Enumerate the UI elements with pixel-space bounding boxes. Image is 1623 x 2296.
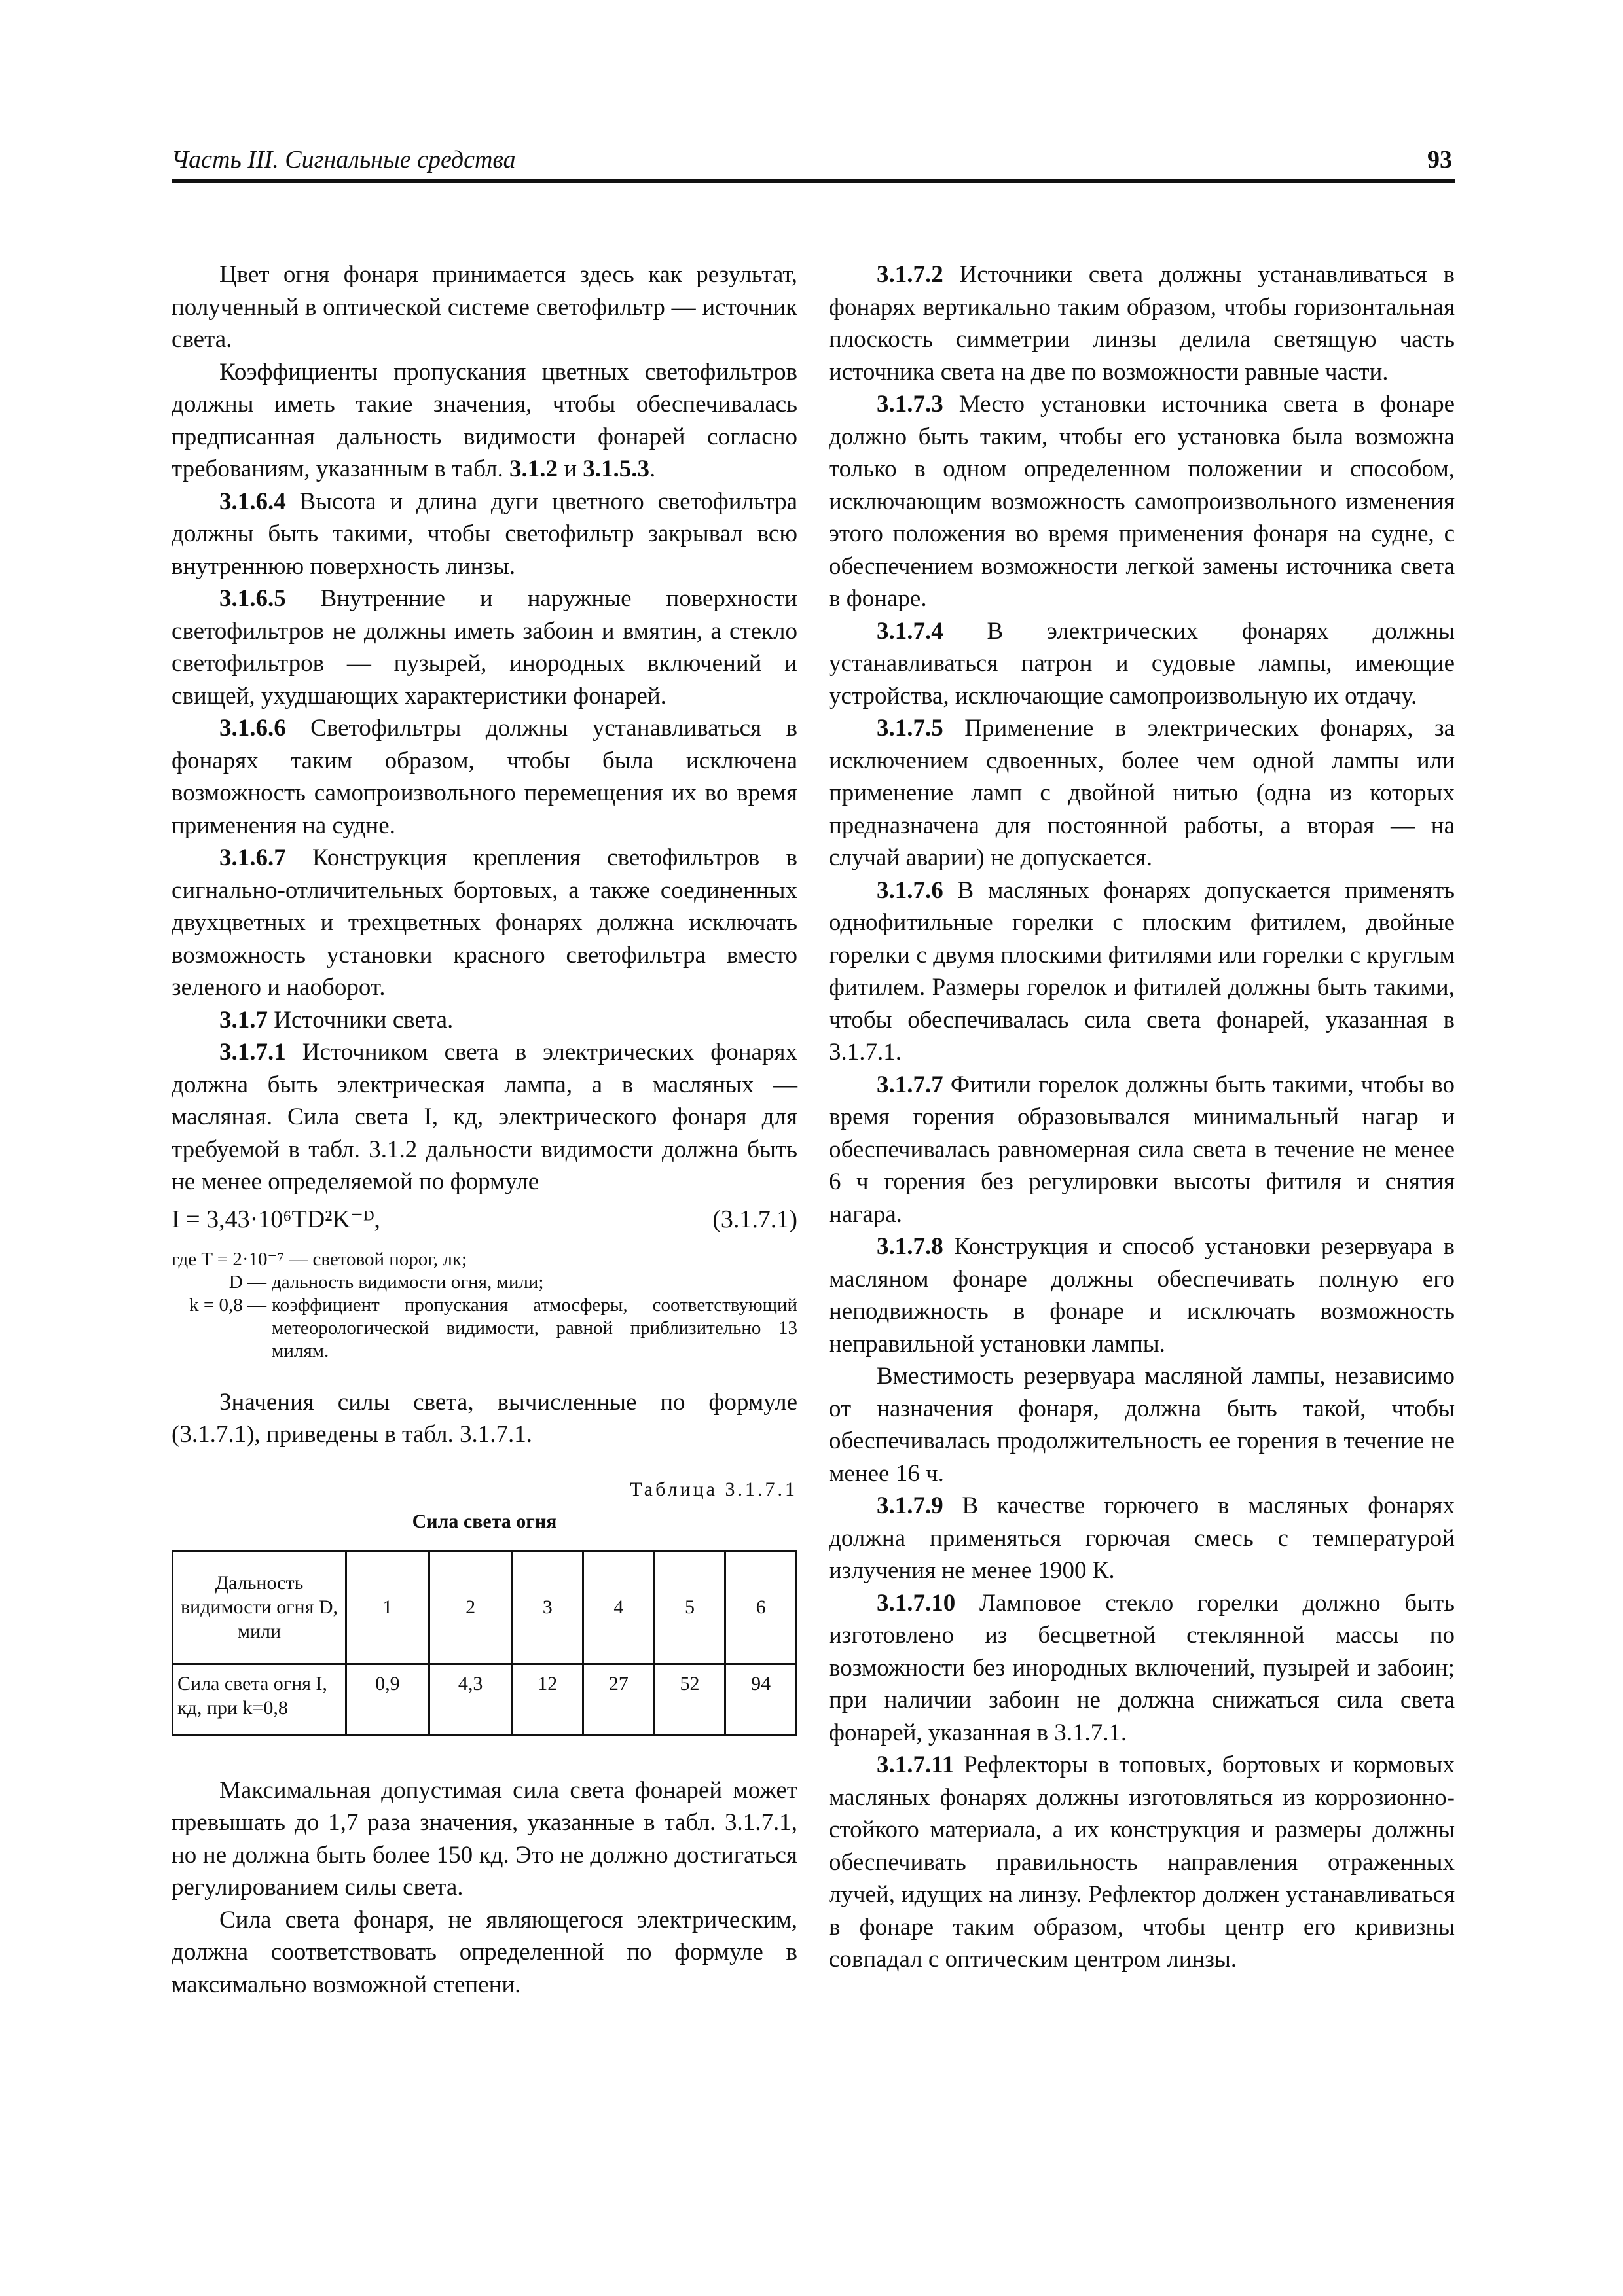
formula <box>172 1204 797 1239</box>
paragraph: 3.1.7.8 Конструкция и способ установки резервуара в масляном фонаре должны обеспечивать полную его неподвижность в фонаре и исключать возможность неправильной установки лампы. <box>829 1233 1455 1357</box>
table-cell: 2 <box>429 1551 512 1664</box>
formula-number: (3.1.7.1) <box>712 1205 797 1233</box>
clause-number: 3.1.6.5 <box>219 585 286 612</box>
clause-number: 3.1.6.4 <box>219 488 286 515</box>
paragraph: 3.1.7.1 Источником света в электрических фонарях должна быть электрическая лампа, а в масляных — масляная. Сила света I, кд, электрического фонаря для требуемой в табл. 3.1.2 дальности видимости должна быть не менее определяемой по формуле <box>172 1039 797 1195</box>
paragraph: 3.1.7.5 Применение в электрических фонарях, за исключением сдвоенных, более чем одной лампы или применение ламп с двойной нитью (одна из которых предназначена для постоянной работы, а вторая — на случай аварии) не допускается. <box>829 715 1455 871</box>
clause-number: 3.1.7.4 <box>877 617 943 645</box>
paragraph: 3.1.7.9 В качестве горючего в масляных фонарях должна применяться горючая смесь с температурой излучения не менее 1900 К. <box>829 1492 1455 1584</box>
table-cell: 94 <box>725 1664 797 1735</box>
legend-row: k = 0,8 — коэффициент пропускания атмосферы, соответствующий метеорологической видимости, равной приблизительно 13 милям. <box>189 1294 797 1361</box>
table-cell: 5 <box>654 1551 725 1664</box>
legend-row: D — дальность видимости огня, мили; <box>228 1271 544 1293</box>
table-cell: 12 <box>512 1664 583 1735</box>
paragraph: 3.1.7.11 Рефлекторы в топовых, бортовых и кормовых масляных фонарях должны изготовляться из коррозионно-стойкого материала, а их конструкция и размеры должны обеспечивать правильность направления отраженных лучей, идущих на линзу. Рефлектор должен устанавливаться в фонаре таким образом, чтобы центр его кривизны совпадал с оптическим центром линзы. <box>829 1751 1455 1973</box>
table-cell: 52 <box>654 1664 725 1735</box>
running-header <box>172 143 1455 183</box>
table-title: Сила света огня <box>412 1511 557 1532</box>
paragraph: Значения силы света, вычисленные по формуле (3.1.7.1), приведены в табл. 3.1.7.1. <box>172 1388 797 1448</box>
clause-number: 3.1.6.6 <box>219 715 286 742</box>
paragraph: 3.1.6.4 Высота и длина дуги цветного светофильтра должны быть такими, чтобы светофильтр закрывал всю внутреннюю поверхность линзы. <box>172 488 797 580</box>
paragraph: 3.1.7.6 В масляных фонарях допускается применять однофитильные горелки с плоским фитилем, двойные горелки с двумя плоскими фитилями или горелки с круглым фитилем. Размеры горелок и фитилей должны быть такими, чтобы обеспечивалась сила света фонарей, указанная в 3.1.7.1. <box>829 876 1455 1066</box>
paragraph: 3.1.7.3 Место установки источника света в фонаре должно быть таким, чтобы его установка была возможна только в одном определенном положении и способом, исключающим возможность самопроизвольного изменения этого положения во время применения фонаря на судне, с обеспечением возможности легкой замены источника света в фонаре. <box>829 391 1455 612</box>
formula-expression: I = 3,43·10⁶TD²K⁻ᴰ, <box>172 1205 380 1233</box>
paragraph: Максимальная допустимая сила света фонарей может превышать до 1,7 раза значения, указанные в табл. 3.1.7.1, но не должна быть более 150 кд. Это не должно достигаться регулированием силы света. <box>172 1776 797 1901</box>
paragraph: 3.1.7.7 Фитили горелок должны быть такими, чтобы во время горения образовывался минимальный нагар и обеспечивалась равномерная сила света в течение не менее 6 ч горения без регулировки высоты фитиля и снятия нагара. <box>829 1071 1455 1228</box>
paragraph: 3.1.6.6 Светофильтры должны устанавливаться в фонарях таким образом, чтобы была исключена возможность самопроизвольного перемещения их во время применения на судне. <box>172 715 797 839</box>
paragraph: Сила света фонаря, не являющегося электрическим, должна соответствовать определенной по формуле в максимально возможной степени. <box>172 1906 797 1998</box>
table-cell: 27 <box>583 1664 655 1735</box>
paragraph: 3.1.6.7 Конструкция крепления светофильтров в сигнально-отличительных бортовых, а также соединенных двухцветных и трехцветных фонарях должна исключать возможность установки красного светофильтра вместо зеленого и наоборот. <box>172 844 797 1001</box>
clause-number: 3.1.7.3 <box>877 391 943 418</box>
table-cell: 1 <box>346 1551 429 1664</box>
table-cell: 3 <box>512 1551 583 1664</box>
left-column <box>172 259 797 2001</box>
clause-number: 3.1.7 <box>219 1006 268 1033</box>
paragraph: Коэффициенты пропускания цветных светофильтров должны иметь такие значения, чтобы обеспечивалась предписанная дальность видимости фонарей согласно требованиям, указанным в табл. 3.1.2 и 3.1.5.3. <box>172 358 797 482</box>
paragraph: Вместимость резервуара масляной лампы, независимо от назначения фонаря, должна быть такой, чтобы обеспечивалась продолжительность ее горения в течение не менее 16 ч. <box>829 1363 1455 1487</box>
clause-number: 3.1.7.5 <box>877 715 943 742</box>
legend-row: где T = 2·10⁻⁷ — световой порог, лк; <box>172 1248 467 1270</box>
table-row <box>173 1664 797 1735</box>
clause-number: 3.1.7.1 <box>219 1039 286 1066</box>
table-cell: 4,3 <box>429 1664 512 1735</box>
paragraph: Цвет огня фонаря принимается здесь как результат, полученный в оптической системе светофильтр — источник света. <box>172 261 797 353</box>
paragraph: 3.1.7.4 В электрических фонарях должны устанавливаться патрон и судовые лампы, имеющие устройства, исключающие самопроизвольную их отдачу. <box>829 617 1455 709</box>
table-number: Таблица 3.1.7.1 <box>630 1478 797 1500</box>
light-intensity-table <box>172 1550 797 1736</box>
clause-number: 3.1.7.9 <box>877 1492 943 1519</box>
paragraph: 3.1.7.2 Источники света должны устанавливаться в фонарях вертикально таким образом, чтобы горизонтальная плоскость симметрии линзы делила светящую часть источника света на две по возможности равные части. <box>829 261 1455 386</box>
clause-number: 3.1.7.10 <box>877 1589 956 1617</box>
section-heading: 3.1.7 Источники света. <box>219 1006 454 1033</box>
clause-number: 3.1.7.11 <box>877 1751 955 1778</box>
clause-number: 3.1.7.7 <box>877 1071 943 1098</box>
table-cell: 0,9 <box>346 1664 429 1735</box>
table-row-header: Сила света огня I, кд, при k=0,8 <box>173 1664 346 1735</box>
page-number: 93 <box>1427 146 1452 173</box>
paragraph: 3.1.7.10 Ламповое стекло горелки должно быть изготовлено из бесцветной стеклянной массы по возможности без инородных включений, пузырей и забоин; при наличии забоин не должна снижаться сила света фонарей, указанная в 3.1.7.1. <box>829 1589 1455 1746</box>
clause-number: 3.1.7.6 <box>877 876 943 904</box>
table-row <box>173 1551 797 1664</box>
running-header-title: Часть III. Сигнальные средства <box>172 146 516 173</box>
clause-number: 3.1.6.7 <box>219 844 286 871</box>
right-column <box>829 259 1455 1976</box>
table-cell: 4 <box>583 1551 655 1664</box>
table-cell: 6 <box>725 1551 797 1664</box>
clause-number: 3.1.7.8 <box>877 1233 943 1260</box>
table-row-header: Дальность видимости огня D, мили <box>173 1551 346 1664</box>
paragraph: 3.1.6.5 Внутренние и наружные поверхности светофильтров не должны иметь забоин и вмятин, а стекло светофильтров — пузырей, инородных включений и свищей, ухудшающих характеристики фонарей. <box>172 585 797 709</box>
formula-legend <box>172 1248 797 1363</box>
clause-number: 3.1.7.2 <box>877 261 943 288</box>
